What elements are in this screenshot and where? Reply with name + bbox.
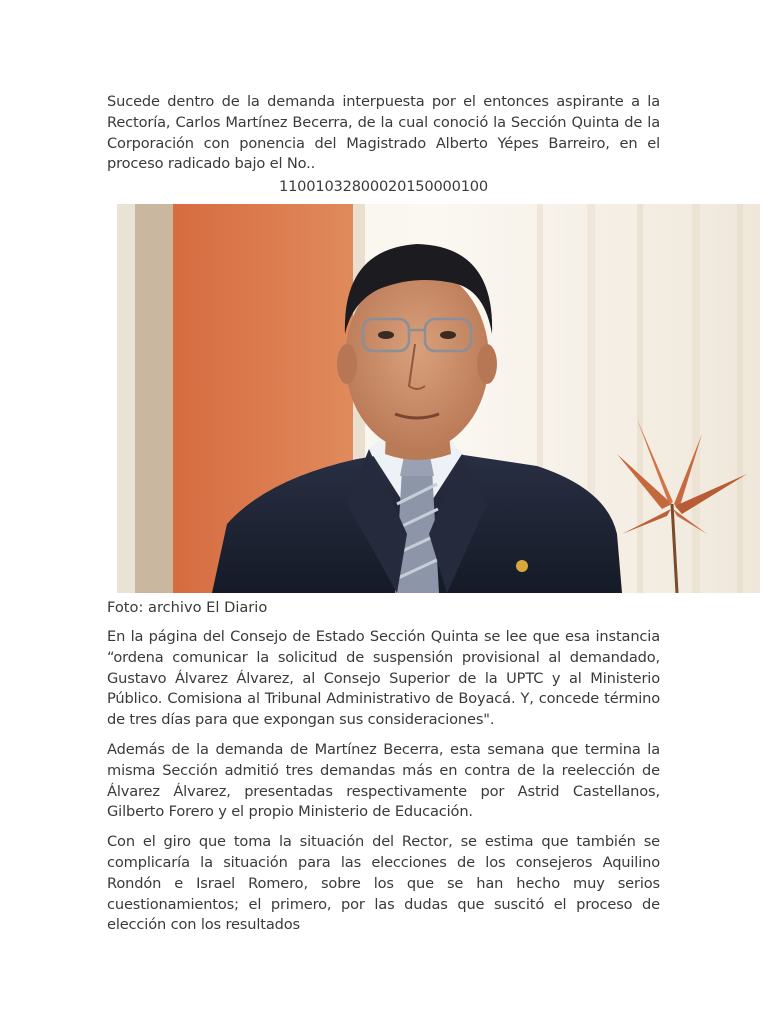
photo-caption: Foto: archivo El Diario (107, 599, 268, 616)
paragraph-2: Además de la demanda de Martínez Becerra, esta semana que termina la misma Sección admitió tres demandas más en contra de la reelección de Álvarez Álvarez, presentadas respectivamente por Astrid Castellanos, Gilberto Forero y el propio Ministerio de Educación. (107, 740, 660, 821)
paragraph-3: Con el giro que toma la situación del Rector, se estima que también se complicaría la situación para las elecciones de los consejeros Aquilino Rondón e Israel Romero, sobre los que se han hecho muy serios cuestionamientos; el primero, por las dudas que suscitó el proceso de elección con los resultados (107, 833, 660, 934)
paragraph-1: En la página del Consejo de Estado Sección Quinta se lee que esa instancia “ordena comunicar la solicitud de suspensión provisional al demandado, Gustavo Álvarez Álvarez, al Consejo Superior de la UPTC y al Ministerio Público. Comisiona al Tribunal Administrativo de Boyacá. Y, concede término de tres días para que expongan sus consideraciones". (107, 628, 660, 729)
article-photo (117, 204, 760, 593)
intro-paragraph: Sucede dentro de la demanda interpuesta por el entonces aspirante a la Rectoría, Carlos Martínez Becerra, de la cual conoció la Sección Quinta de la Corporación con ponencia del Magistrado Alberto Yépes Barreiro, en el proceso radicado bajo el No.. (107, 93, 660, 173)
intro-block (107, 92, 660, 197)
lapel-pin (516, 560, 528, 572)
portrait-illustration (117, 204, 760, 593)
article-body (107, 627, 660, 945)
case-number: 11001032800020150000100 (279, 178, 488, 196)
